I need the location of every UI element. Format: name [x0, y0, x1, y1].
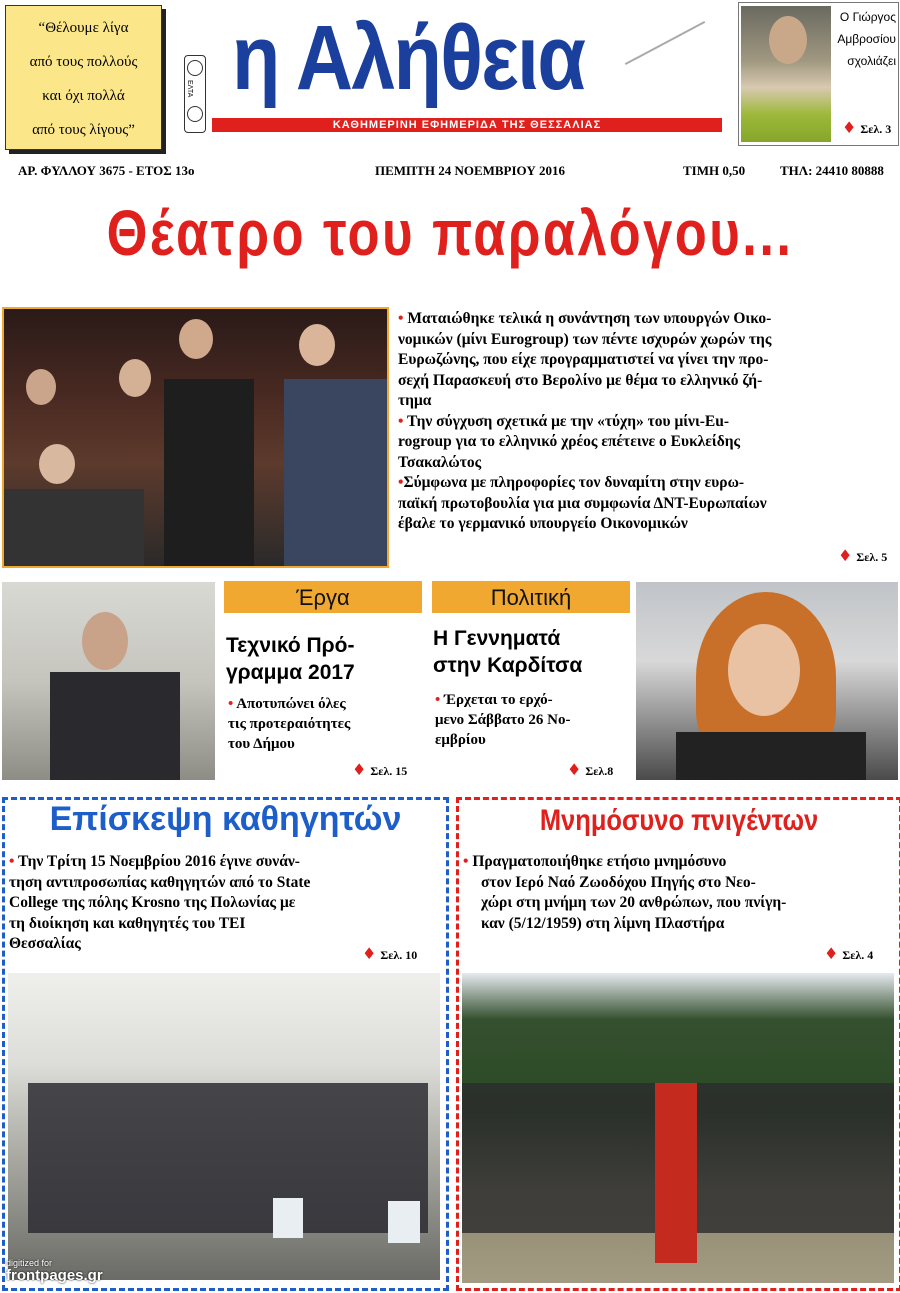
mnimosyno-title[interactable]: Μνημόσυνο πνιγέντων — [539, 804, 819, 837]
bullet-icon: • — [9, 853, 15, 870]
face-shape — [299, 324, 335, 366]
bag-shape — [273, 1198, 303, 1238]
face-shape — [82, 612, 128, 670]
issue-number: ΑΡ. ΦΥΛΛΟΥ 3675 - ΕΤΟΣ 13ο — [18, 163, 195, 178]
suit-shape — [676, 732, 866, 780]
postal-seal — [184, 55, 206, 133]
suit-shape — [284, 379, 387, 566]
episkepsi-title[interactable]: Επίσκεψη καθηγητών — [49, 800, 402, 838]
face-shape — [39, 444, 75, 484]
page-ref[interactable]: ♦ Σελ. 15 — [352, 760, 408, 779]
main-headline[interactable]: Θέατρο του παραλόγου... — [106, 197, 794, 269]
issue-date: ΠΕΜΠΤΗ 24 ΝΟΕΜΒΡΙΟΥ 2016 — [375, 163, 565, 178]
bag-shape — [388, 1201, 420, 1243]
seal-text: ΕΛΤΑ — [186, 80, 193, 98]
columnist-photo — [741, 6, 831, 142]
page-ref[interactable]: ♦ Σελ. 3 — [842, 118, 892, 137]
episkepsi-photo[interactable] — [8, 973, 440, 1280]
erga-photo[interactable] — [2, 582, 215, 780]
suit-shape — [164, 379, 254, 566]
diamond-icon: ♦ — [838, 546, 853, 565]
group-shape — [28, 1083, 428, 1233]
episkepsi-text: • Την Τρίτη 15 Νοεμβρίου 2016 έγινε συνάν- τηση αντιπροσωπίας καθηγητών από το State College της πόλης Krosno της Πολωνίας με τη διοίκηση και καθηγητές του ΤΕΙ Θεσσαλίας — [9, 853, 311, 952]
diamond-icon: ♦ — [352, 760, 367, 779]
lead-photo[interactable] — [2, 307, 389, 568]
page-ref[interactable]: ♦ Σελ. 5 — [838, 546, 888, 565]
diamond-icon: ♦ — [567, 760, 582, 779]
face-shape — [179, 319, 213, 359]
columnist-name: Αμβροσίου — [837, 32, 896, 46]
erga-title[interactable]: Τεχνικό Πρό- γραμμα 2017 — [226, 634, 355, 684]
mnimosyno-photo[interactable] — [462, 973, 894, 1283]
diamond-icon: ♦ — [362, 944, 377, 963]
newspaper-tagline: ΚΑΘΗΜΕΡΙΝΗ ΕΦΗΜΕΡΙΔΑ ΤΗΣ ΘΕΣΣΑΛΙΑΣ — [212, 118, 722, 132]
face-shape — [119, 359, 151, 397]
newspaper-title: η Αλήθεια — [232, 7, 585, 109]
bullet-icon: • — [228, 696, 234, 712]
slogan-line: από τους πολλούς — [29, 54, 138, 70]
seal-circle-icon — [187, 106, 203, 122]
page-ref[interactable]: ♦ Σελ. 4 — [824, 944, 874, 963]
diamond-icon: ♦ — [842, 118, 857, 137]
slogan-line: από τους λίγους” — [32, 122, 135, 138]
phone-number: ΤΗΛ: 24410 80888 — [780, 163, 884, 178]
bullet-icon: • — [398, 412, 404, 430]
bullet-icon: • — [398, 474, 404, 491]
newspaper-logo[interactable] — [232, 2, 712, 114]
bullet-icon: • — [463, 853, 469, 870]
face-shape — [26, 369, 56, 405]
page-ref[interactable]: ♦ Σελ. 10 — [362, 944, 418, 963]
suit-shape — [4, 489, 144, 566]
slogan-line: και όχι πολλά — [42, 88, 125, 104]
face-shape — [728, 624, 800, 716]
tab-erga[interactable]: Έργα — [224, 581, 422, 613]
suit-shape — [50, 672, 180, 780]
issue-price: ΤΙΜΗ 0,50 — [683, 163, 746, 178]
slogan-box — [5, 5, 162, 150]
bullet-icon: • — [398, 310, 404, 327]
tab-politiki[interactable]: Πολιτική — [432, 581, 630, 613]
bullet-icon: • — [435, 692, 441, 708]
columnist-name: Ο Γιώργος — [839, 10, 896, 24]
politiki-photo[interactable] — [636, 582, 898, 780]
watermark: digitized for frontpages.gr — [6, 1258, 103, 1284]
politiki-text: • Έρχεται το ερχό- μενο Σάββατο 26 Νο- εμβρίου — [435, 692, 571, 748]
diamond-icon: ♦ — [824, 944, 839, 963]
priest-vestment-shape — [655, 1083, 697, 1263]
mnimosyno-text: • Πραγματοποιήθηκε ετήσιο μνημόσυνο στον Ιερό Ναό Ζωοδόχου Πηγής στο Νεο- χώρι στη μνήμη των 20 ανθρώπων, που πνίγη- καν (5/12/1959) στη λίμνη Πλαστήρα — [463, 853, 787, 932]
page-ref[interactable]: ♦ Σελ.8 — [567, 760, 614, 779]
slogan-line: “Θέλουμε λίγα — [38, 20, 129, 36]
seal-circle-icon — [187, 60, 203, 76]
politiki-title[interactable]: Η Γεννηματά στην Καρδίτσα — [433, 627, 583, 677]
lead-bullet: • Ματαιώθηκε τελικά η συνάντηση των υπουργών Οικο- νομικών (μίνι Eurogroup) των πέντε ισχυρών χωρών της Ευρωζώνης, που είχε προγραμματιστεί να γίνει την προ- σεχή Παρασκευή στο Βερολίνο με θέμα το ελληνικό ζή- τημα • Την σύγχυση σχετικά με την «τύχη» του μίνι-Eu- rogroup για το ελληνικό χρέος επέτεινε ο Ευκλείδης Τσακαλώτος •Σύμφωνα με πληροφορίες τον δυναμίτη στην ευρω- παϊκή πρωτοβουλία για μια συμφωνία ΔΝΤ-Ευρωπαίων έβαλε το γερμανικό υπουργείο Οικονομικών — [398, 310, 772, 532]
erga-text: • Αποτυπώνει όλες τις προτεραιότητες του Δήμου — [228, 696, 351, 752]
columnist-caption: σχολιάζει — [847, 54, 896, 68]
